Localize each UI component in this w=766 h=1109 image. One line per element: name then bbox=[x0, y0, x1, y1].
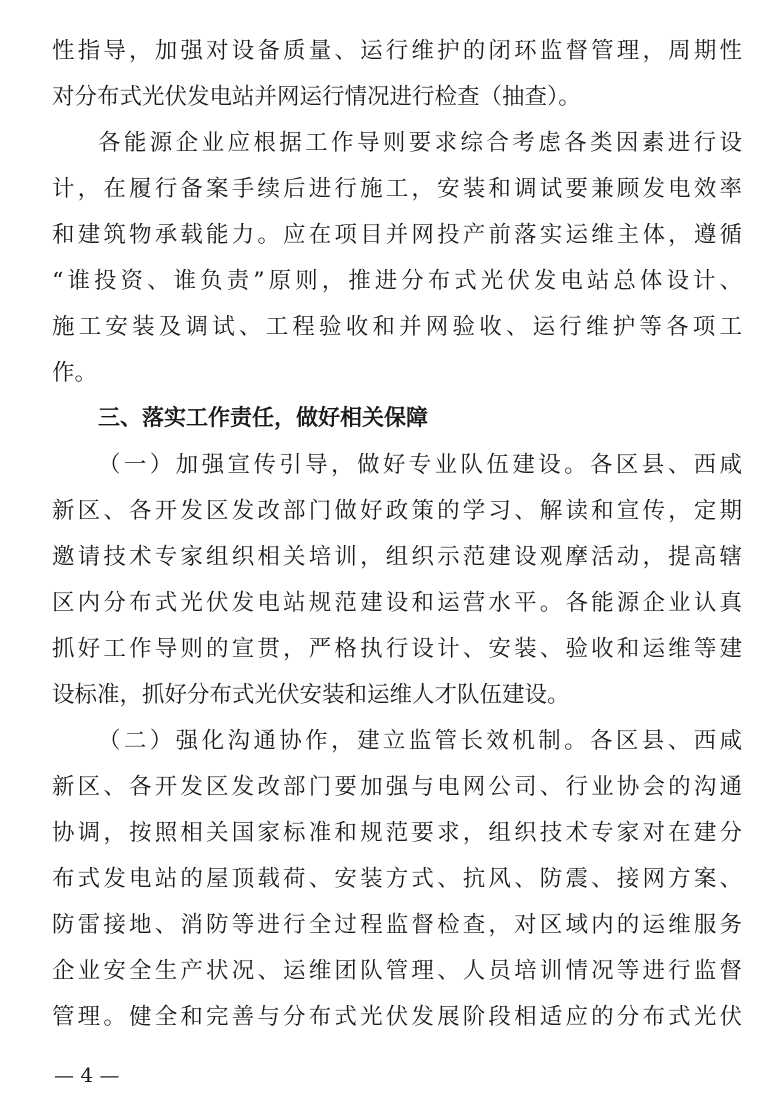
body-text-line: 作。 bbox=[52, 360, 98, 386]
body-text-line: 对分布式光伏发电站并网运行情况进行检查（抽查）。 bbox=[52, 84, 581, 110]
body-text-line: “谁投资、谁负责”原则，推进分布式光伏发电站总体设计、 bbox=[52, 268, 742, 294]
body-text-line: 性指导，加强对设备质量、运行维护的闭环监督管理，周期性 bbox=[52, 38, 742, 64]
body-text-line: 管理。健全和完善与分布式光伏发展阶段相适应的分布式光伏 bbox=[52, 1004, 742, 1030]
body-text-line: 施工安装及调试、工程验收和并网验收、运行维护等各项工 bbox=[52, 314, 742, 340]
section-heading: 三、落实工作责任，做好相关保障 bbox=[98, 406, 429, 431]
paragraph-first-line: 各能源企业应根据工作导则要求综合考虑各类因素进行设 bbox=[98, 130, 742, 156]
body-text-line: 区内分布式光伏发电站规范建设和运营水平。各能源企业认真 bbox=[52, 590, 742, 616]
body-text-line: 协调，按照相关国家标准和规范要求，组织技术专家对在建分 bbox=[52, 820, 742, 846]
body-text-line: 布式发电站的屋顶载荷、安装方式、抗风、防震、接网方案、 bbox=[52, 866, 742, 892]
body-text-line: 和建筑物承载能力。应在项目并网投产前落实运维主体，遵循 bbox=[52, 222, 742, 248]
paragraph-first-line: （一）加强宣传引导，做好专业队伍建设。各区县、西咸 bbox=[98, 452, 742, 478]
body-text-line: 新区、各开发区发改部门要加强与电网公司、行业协会的沟通 bbox=[52, 774, 742, 800]
body-text-line: 邀请技术专家组织相关培训，组织示范建设观摩活动，提高辖 bbox=[52, 544, 742, 570]
body-text-line: 防雷接地、消防等进行全过程监督检查，对区域内的运维服务 bbox=[52, 912, 742, 938]
body-text-line: 新区、各开发区发改部门做好政策的学习、解读和宣传，定期 bbox=[52, 498, 742, 524]
body-text-line: 计，在履行备案手续后进行施工，安装和调试要兼顾发电效率 bbox=[52, 176, 742, 202]
page-number: — 4 — bbox=[54, 1063, 120, 1087]
body-text-line: 企业安全生产状况、运维团队管理、人员培训情况等进行监督 bbox=[52, 958, 742, 984]
body-text-line: 抓好工作导则的宣贯，严格执行设计、安装、验收和运维等建 bbox=[52, 636, 742, 662]
body-text-line: 设标准，抓好分布式光伏安装和运维人才队伍建设。 bbox=[52, 682, 570, 708]
paragraph-first-line: （二）强化沟通协作，建立监管长效机制。各区县、西咸 bbox=[98, 728, 742, 754]
